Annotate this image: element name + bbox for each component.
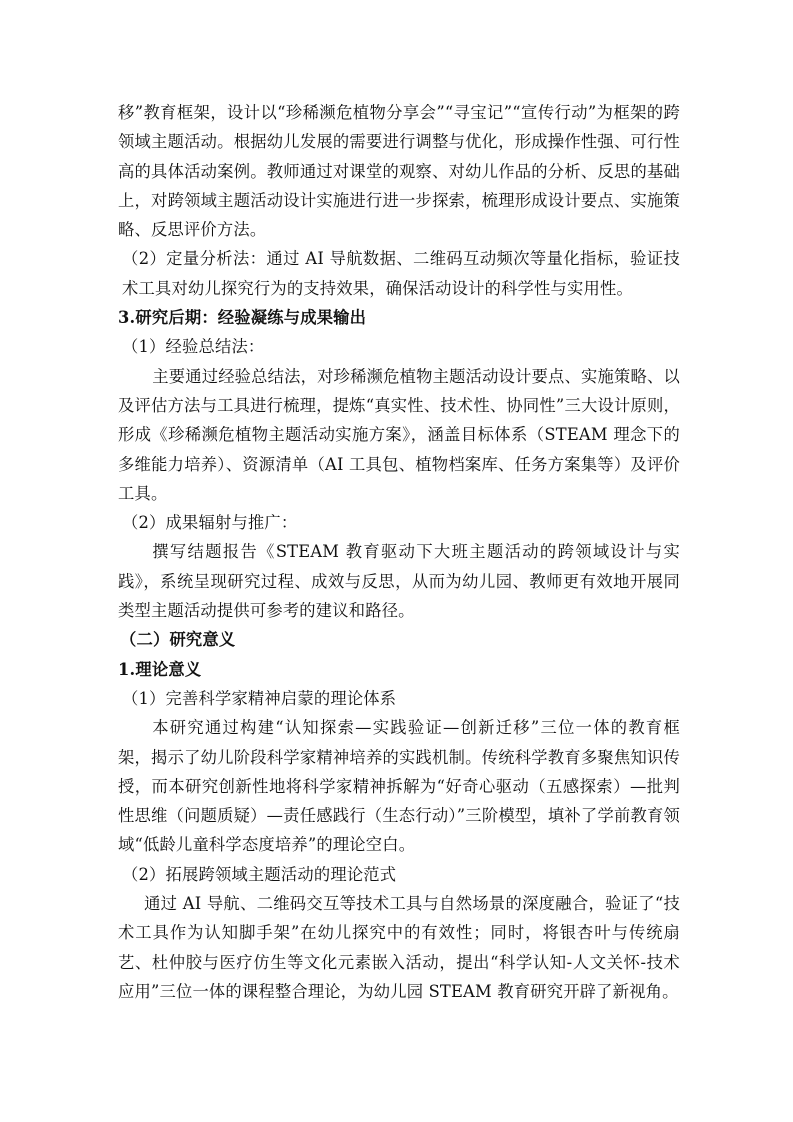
- subheading-experience-summary: （1）经验总结法：: [122, 337, 265, 357]
- paragraph-design-framework: 移”教育框架，设计以“珍稀濒危植物分享会”“寻宝记”“宣传行动”为框架的跨领域主题活动。根据幼儿发展的需要进行调整与优化，形成操作性强、可行性高的具体活动案例。教师通过对课堂的观察、对幼儿作品的分析、反思的基础上，对跨领域主题活动设计实施进行进一步探索，梳理形成设计要点、实施策略、反思评价方法。: [118, 103, 680, 240]
- heading-research-late-stage: 3.研究后期：经验凝练与成果输出: [118, 308, 367, 328]
- subheading-scientist-spirit: （1）完善科学家精神启蒙的理论体系: [122, 688, 397, 708]
- heading-research-significance: （二）研究意义: [120, 630, 236, 650]
- heading-theoretical-significance: 1.理论意义: [118, 659, 202, 679]
- paragraph-experience-summary: 主要通过经验总结法，对珍稀濒危植物主题活动设计要点、实施策略、以及评估方法与工具进行梳理，提炼“真实性、技术性、协同性”三大设计原则，形成《珍稀濒危植物主题活动实施方案》，涵盖目标体系（STEAM 理念下的多维能力培养）、资源清单（AI 工具包、植物档案库、任务方案集等）及评价工具。: [118, 366, 680, 503]
- subheading-results-promotion: （2）成果辐射与推广：: [122, 513, 298, 533]
- paragraph-cross-domain-paradigm: 通过 AI 导航、二维码交互等技术工具与自然场景的深度融合，验证了“技术工具作为认知脚手架”在幼儿探究中的有效性；同时，将银杏叶与传统扇艺、杜仲胶与医疗仿生等文化元素嵌入活动，提出“科学认知-人文关怀-技术应用”三位一体的课程整合理论，为幼儿园 STEAM 教育研究开辟了新视角。: [118, 894, 680, 1001]
- subheading-cross-domain-paradigm: （2）拓展跨领域主题活动的理论范式: [122, 864, 397, 884]
- document-body: [118, 98, 680, 1006]
- paragraph-scientist-spirit: 本研究通过构建“认知探索—实践验证—创新迁移”三位一体的教育框架，揭示了幼儿阶段科学家精神培养的实践机制。传统科学教育多聚焦知识传授，而本研究创新性地将科学家精神拆解为“好奇心驱动（五感探索）—批判性思维（问题质疑）—责任感践行（生态行动）”三阶模型，填补了学前教育领域“低龄儿童科学态度培养”的理论空白。: [118, 718, 680, 855]
- paragraph-quantitative-analysis: （2）定量分析法：通过 AI 导航数据、二维码互动频次等量化指标，验证技术工具对幼儿探究行为的支持效果，确保活动设计的科学性与实用性。: [122, 249, 680, 298]
- paragraph-results-promotion: 撰写结题报告《STEAM 教育驱动下大班主题活动的跨领域设计与实践》，系统呈现研究过程、成效与反思，从而为幼儿园、教师更有效地开展同类型主题活动提供可参考的建议和路径。: [118, 542, 680, 621]
